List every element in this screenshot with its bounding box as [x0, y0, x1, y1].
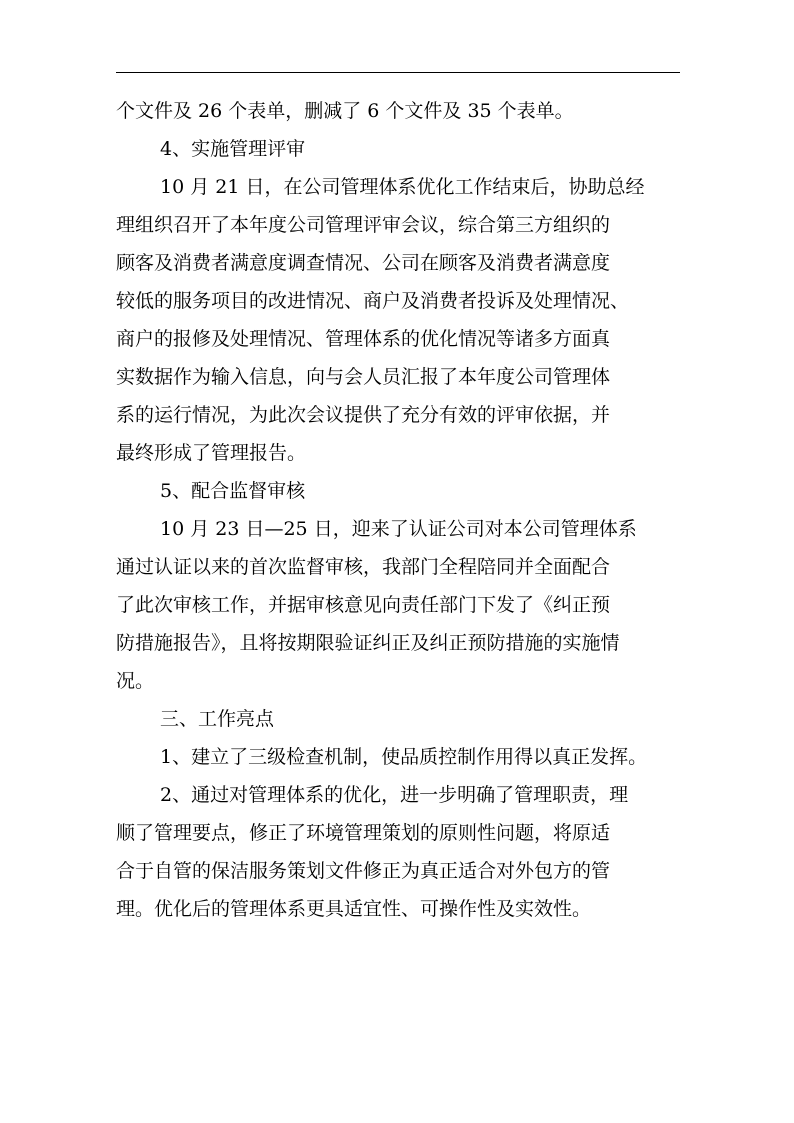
section-heading: 三、工作亮点 — [160, 708, 275, 730]
section-heading: 4、实施管理评审 — [160, 138, 306, 160]
text-line: 最终形成了管理报告。 — [116, 442, 307, 464]
text-line: 理。优化后的管理体系更具适宜性、可操作性及实效性。 — [116, 898, 592, 920]
text-line: 了此次审核工作，并据审核意见向责任部门下发了《纠正预 — [116, 594, 611, 616]
text-line: 1、建立了三级检查机制，使品质控制作用得以真正发挥。 — [160, 746, 648, 768]
header-rule — [116, 72, 680, 73]
text-line: 况。 — [116, 670, 155, 692]
text-line: 2、通过对管理体系的优化，进一步明确了管理职责，理 — [160, 784, 629, 806]
text-line: 商户的报修及处理情况、管理体系的优化情况等诸多方面真 — [116, 328, 611, 350]
text-line: 个文件及 26 个表单，删减了 6 个文件及 35 个表单。 — [116, 100, 574, 122]
text-line: 防措施报告》，且将按期限验证纠正及纠正预防措施的实施情 — [116, 632, 620, 654]
text-line: 顺了管理要点，修正了环境管理策划的原则性问题，将原适 — [116, 822, 611, 844]
text-line: 通过认证以来的首次监督审核，我部门全程陪同并全面配合 — [116, 556, 611, 578]
document-body — [116, 92, 680, 928]
text-line: 较低的服务项目的改进情况、商户及消费者投诉及处理情况、 — [116, 290, 630, 312]
section-heading: 5、配合监督审核 — [160, 480, 306, 502]
text-line: 10 月 23 日—25 日，迎来了认证公司对本公司管理体系 — [160, 518, 637, 540]
text-line: 合于自管的保洁服务策划文件修正为真正适合对外包方的管 — [116, 860, 611, 882]
text-line: 10 月 21 日，在公司管理体系优化工作结束后，协助总经 — [160, 176, 645, 198]
text-line: 理组织召开了本年度公司管理评审会议，综合第三方组织的 — [116, 214, 611, 236]
text-line: 实数据作为输入信息，向与会人员汇报了本年度公司管理体 — [116, 366, 611, 388]
text-line: 顾客及消费者满意度调查情况、公司在顾客及消费者满意度 — [116, 252, 611, 274]
text-line: 系的运行情况，为此次会议提供了充分有效的评审依据，并 — [116, 404, 611, 426]
